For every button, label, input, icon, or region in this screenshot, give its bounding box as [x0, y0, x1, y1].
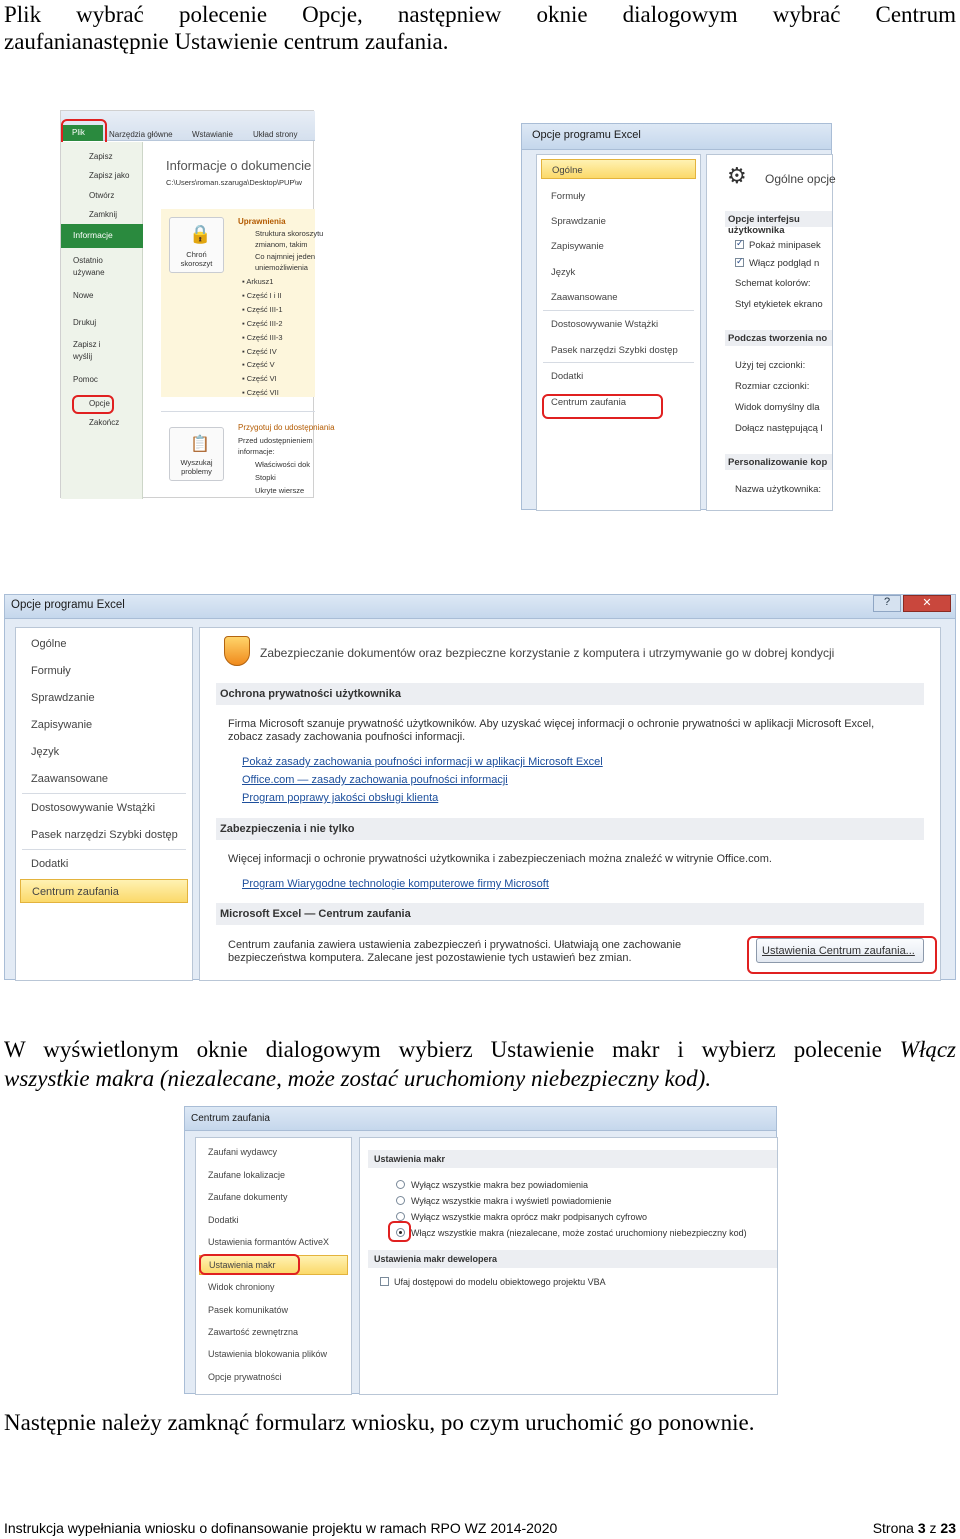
- nav-formulas[interactable]: Formuły: [31, 665, 71, 677]
- nav-trusted-documents[interactable]: Zaufane dokumenty: [208, 1192, 288, 1202]
- ribbon-tab-layout[interactable]: Układ strony: [253, 130, 298, 139]
- prepare-line-1: Przed udostępnieniem: [238, 436, 313, 445]
- nav-external-content[interactable]: Zawartość zewnętrzna: [208, 1327, 299, 1337]
- section-new-workbooks: Podczas tworzenia no: [725, 330, 832, 346]
- nav-save[interactable]: Zapisywanie: [31, 719, 93, 731]
- link-trustworthy-computing[interactable]: Program Wiarygodne technologie komputerowe firmy Microsoft: [242, 878, 549, 890]
- highlight-trust-center: [542, 394, 663, 419]
- link-office-privacy[interactable]: Office.com — zasady zachowania poufności informacji: [242, 774, 508, 786]
- checklist-icon: 📋: [190, 436, 210, 453]
- nav-protected-view[interactable]: Widok chroniony: [208, 1282, 275, 1292]
- prepare-title: Przygotuj do udostępniania: [238, 423, 335, 432]
- protect-workbook-button[interactable]: 🔒 Chroń skoroszyt: [169, 217, 224, 273]
- option-screentip: Styl etykietek ekrano: [735, 299, 823, 310]
- ribbon-tab-home[interactable]: Narzędzia główne: [109, 130, 173, 139]
- menu-save[interactable]: Zapisz: [89, 152, 113, 161]
- help-button[interactable]: ?: [873, 595, 901, 612]
- nav-language[interactable]: Język: [551, 267, 576, 278]
- highlight-options: [72, 395, 114, 414]
- dialog-title-bar: Opcje programu Excel: [522, 124, 831, 150]
- radio-disable-no-notify[interactable]: Wyłącz wszystkie makra bez powiadomienia: [396, 1180, 588, 1190]
- permissions-line-4: uniemożliwienia: [255, 263, 308, 272]
- sheet-item: ▪ Część I i II: [242, 290, 282, 300]
- nav-addins[interactable]: Dodatki: [551, 371, 584, 382]
- radio-disable-notify[interactable]: Wyłącz wszystkie makra i wyświetl powiadomienie: [396, 1196, 611, 1206]
- sheet-item: ▪ Część III-3: [242, 332, 283, 342]
- footer-document-title: Instrukcja wypełniania wniosku o dofinansowanie projektu w ramach RPO WZ 2014-2020: [4, 1520, 558, 1536]
- screenshot-file-backstage: [60, 110, 335, 498]
- macro-settings-content: [359, 1137, 778, 1395]
- menu-save-as[interactable]: Zapisz jako: [89, 171, 130, 180]
- highlight-macro-settings: [199, 1254, 300, 1275]
- instruction-paragraph-3: Następnie należy zamknąć formularz wniosku, po czym uruchomić go ponownie.: [4, 1410, 755, 1435]
- options-nav: [15, 627, 193, 981]
- link-privacy-statement[interactable]: Pokaż zasady zachowania poufności informacji w aplikacji Microsoft Excel: [242, 756, 603, 768]
- link-ceip[interactable]: Program poprawy jakości obsługi klienta: [242, 792, 439, 804]
- menu-save-send[interactable]: Zapisz i: [73, 340, 101, 349]
- menu-new[interactable]: Nowe: [73, 291, 94, 300]
- privacy-text-2: zobacz zasady zachowania poufności informacji.: [228, 731, 466, 743]
- option-default-view: Widok domyślny dla: [735, 402, 820, 413]
- option-font: Użyj tej czcionki:: [735, 360, 806, 371]
- nav-quick-access[interactable]: Pasek narzędzi Szybki dostęp: [551, 345, 678, 356]
- sheet-item: ▪ Część IV: [242, 346, 277, 356]
- sheet-item: ▪ Część VI: [242, 374, 277, 384]
- instruction-paragraph-1-line-2: zaufanianastępnie Ustawienie centrum zaufania.: [4, 29, 449, 54]
- menu-options[interactable]: Opcje: [89, 399, 110, 408]
- footer-page-number: [870, 1520, 956, 1536]
- section-ui-options: Opcje interfejsu użytkownika: [725, 211, 832, 227]
- prepare-line-2: informacje:: [238, 447, 275, 456]
- nav-file-block[interactable]: Ustawienia blokowania plików: [208, 1349, 328, 1359]
- sheet-item: ▪ Część III-1: [242, 304, 283, 314]
- dialog-title-bar: Opcje programu Excel: [5, 595, 955, 619]
- instruction-paragraph-1-line-1: Plik wybrać polecenie Opcje, następniew oknie dialogowym wybrać Centrum: [4, 2, 956, 27]
- settings-icon: ⚙: [727, 163, 747, 188]
- nav-formulas[interactable]: Formuły: [551, 191, 586, 202]
- info-separator: [161, 411, 315, 412]
- trust-center-settings-button[interactable]: Ustawienia Centrum zaufania...: [756, 938, 924, 963]
- instruction-paragraph-2-line-1: [4, 1035, 956, 1064]
- menu-help[interactable]: Pomoc: [73, 375, 98, 384]
- footer-page-current: 3: [917, 1520, 926, 1536]
- nav-proofing[interactable]: Sprawdzanie: [551, 216, 606, 227]
- lock-icon: 🔒: [189, 224, 212, 244]
- option-color-scheme: Schemat kolorów:: [735, 278, 811, 289]
- nav-customize-ribbon[interactable]: Dostosowywanie Wstążki: [31, 802, 156, 814]
- nav-trusted-publishers[interactable]: Zaufani wydawcy: [208, 1147, 278, 1157]
- section-developer-macro-settings: Ustawienia makr dewelopera: [368, 1250, 777, 1268]
- prepare-line-5: Ukryte wiersze: [255, 486, 305, 495]
- paragraph-2-italic-start: Włącz: [899, 1037, 957, 1062]
- section-privacy: Ochrona prywatności użytkownika: [216, 683, 924, 705]
- nav-addins[interactable]: Dodatki: [208, 1215, 239, 1225]
- close-button[interactable]: ✕: [903, 595, 951, 612]
- prepare-line-4: Stopki: [255, 473, 276, 482]
- shield-icon: [224, 636, 250, 666]
- option-font-size: Rozmiar czcionki:: [735, 381, 810, 392]
- options-content: [706, 154, 836, 511]
- section-personalize: Personalizowanie kop: [725, 454, 832, 470]
- nav-advanced[interactable]: Zaawansowane: [31, 773, 109, 785]
- nav-save[interactable]: Zapisywanie: [551, 241, 604, 252]
- permissions-line-3: Co najmniej jeden: [255, 252, 316, 261]
- options-content: [199, 627, 941, 981]
- content-header: Zabezpieczanie dokumentów oraz bezpieczne korzystanie z komputera i utrzymywanie go w dobrej kondycji: [260, 646, 835, 660]
- option-minibar[interactable]: ✓Pokaż minipasek: [735, 240, 821, 251]
- permissions-line-1: Struktura skoroszytu: [255, 229, 324, 238]
- footer-page-sep: z: [925, 1520, 941, 1536]
- radio-enable-all[interactable]: Włącz wszystkie makra (niezalecane, może zostać uruchomiony niebezpieczny kod): [396, 1228, 747, 1238]
- sheet-item: ▪ Część VII: [242, 388, 279, 398]
- nav-separator-2: [543, 362, 694, 363]
- content-header: Ogólne opcje: [765, 172, 836, 186]
- options-nav: [536, 154, 701, 511]
- menu-exit[interactable]: Zakończ: [89, 418, 120, 427]
- prepare-line-3: Właściwości dok: [255, 460, 311, 469]
- nav-customize-ribbon[interactable]: Dostosowywanie Wstążki: [551, 319, 659, 330]
- section-macro-settings: Ustawienia makr: [368, 1150, 777, 1168]
- menu-save-send-2: wyślij: [73, 352, 93, 361]
- info-path: C:\Users\roman.szaruga\Desktop\PUP\w: [166, 178, 302, 187]
- dialog-title-bar: Centrum zaufania: [185, 1107, 776, 1131]
- sheet-item: ▪ Część III-2: [242, 318, 283, 328]
- option-include-sheets: Dołącz następującą l: [735, 423, 823, 434]
- nav-advanced[interactable]: Zaawansowane: [551, 292, 618, 303]
- screenshot-options-trust-center: [4, 594, 956, 980]
- menu-recent[interactable]: Ostatnio: [73, 256, 103, 265]
- file-tab[interactable]: Plik: [63, 125, 103, 141]
- nav-macro-settings[interactable]: Ustawienia makr: [199, 1255, 348, 1275]
- nav-separator: [543, 310, 694, 311]
- menu-open[interactable]: Otwórz: [89, 191, 115, 200]
- highlight-enable-all-radio: [388, 1221, 411, 1242]
- nav-separator-2: [22, 849, 186, 850]
- nav-activex[interactable]: Ustawienia formantów ActiveX: [208, 1237, 330, 1247]
- screenshot-macro-settings: [184, 1106, 777, 1394]
- menu-print[interactable]: Drukuj: [73, 318, 97, 327]
- trust-center-text-1: Centrum zaufania zawiera ustawienia zabezpieczeń i prywatności. Ułatwiają one zachowanie: [228, 939, 682, 951]
- sheet-item: ▪ Część V: [242, 360, 275, 370]
- footer-page-prefix: Strona: [872, 1520, 918, 1536]
- privacy-text-1: Firma Microsoft szanuje prywatność użytkowników. Aby uzyskać więcej informacji o ochronie prywatności w aplikacji Microsoft Excel,: [228, 718, 875, 730]
- section-trust-center: Microsoft Excel — Centrum zaufania: [216, 903, 924, 925]
- screenshot-options-general: [521, 123, 836, 510]
- security-text: Więcej informacji o ochronie prywatności użytkownika i zabezpieczeniach można znaleźć w witrynie Office.com.: [228, 853, 772, 865]
- nav-trusted-locations[interactable]: Zaufane lokalizacje: [208, 1170, 286, 1180]
- menu-close[interactable]: Zamknij: [89, 210, 118, 219]
- option-live-preview[interactable]: ✓Włącz podgląd n: [735, 258, 819, 269]
- permissions-line-2: zmianom, takim: [255, 240, 308, 249]
- nav-message-bar[interactable]: Pasek komunikatów: [208, 1305, 289, 1315]
- nav-privacy-options[interactable]: Opcje prywatności: [208, 1372, 282, 1382]
- highlight-trust-center-settings: [747, 936, 937, 974]
- checkbox-trust-vba[interactable]: Ufaj dostępowi do modelu obiektowego projektu VBA: [380, 1277, 606, 1287]
- nav-trust-center[interactable]: Centrum zaufania: [551, 397, 626, 408]
- nav-separator: [22, 793, 186, 794]
- instruction-paragraph-2-line-2: wszystkie makra (niezalecane, może zostać uruchomiony niebezpieczny kod).: [4, 1066, 712, 1091]
- check-issues-button[interactable]: 📋 Wyszukaj problemy: [169, 427, 224, 481]
- nav-general[interactable]: Ogólne: [541, 159, 696, 179]
- trust-center-text-2: bezpieczeństwa komputera. Zalecane jest pozostawienie tych ustawień bez zmian.: [228, 952, 632, 964]
- nav-proofing[interactable]: Sprawdzanie: [31, 692, 95, 704]
- option-user-name: Nazwa użytkownika:: [735, 484, 822, 495]
- paragraph-2-normal: W wyświetlonym oknie dialogowym wybierz Ustawienie makr i wybierz polecenie: [4, 1037, 882, 1062]
- sheet-item: ▪ Arkusz1: [242, 277, 274, 286]
- section-security-more: Zabezpieczenia i nie tylko: [216, 818, 924, 840]
- menu-info-selected[interactable]: Informacje: [61, 224, 143, 248]
- nav-general[interactable]: Ogólne: [31, 638, 67, 650]
- nav-language[interactable]: Język: [31, 746, 60, 758]
- nav-addins[interactable]: Dodatki: [31, 858, 69, 870]
- radio-disable-except-signed[interactable]: Wyłącz wszystkie makra oprócz makr podpisanych cyfrowo: [396, 1212, 647, 1222]
- footer-page-total: 23: [940, 1520, 956, 1536]
- permissions-title: Uprawnienia: [238, 217, 286, 226]
- info-title: Informacje o dokumencie: [166, 158, 312, 173]
- menu-recent-2: używane: [73, 268, 105, 277]
- nav-trust-center[interactable]: Centrum zaufania: [20, 879, 188, 903]
- ribbon-tab-insert[interactable]: Wstawianie: [192, 130, 233, 139]
- nav-quick-access[interactable]: Pasek narzędzi Szybki dostęp: [31, 829, 178, 841]
